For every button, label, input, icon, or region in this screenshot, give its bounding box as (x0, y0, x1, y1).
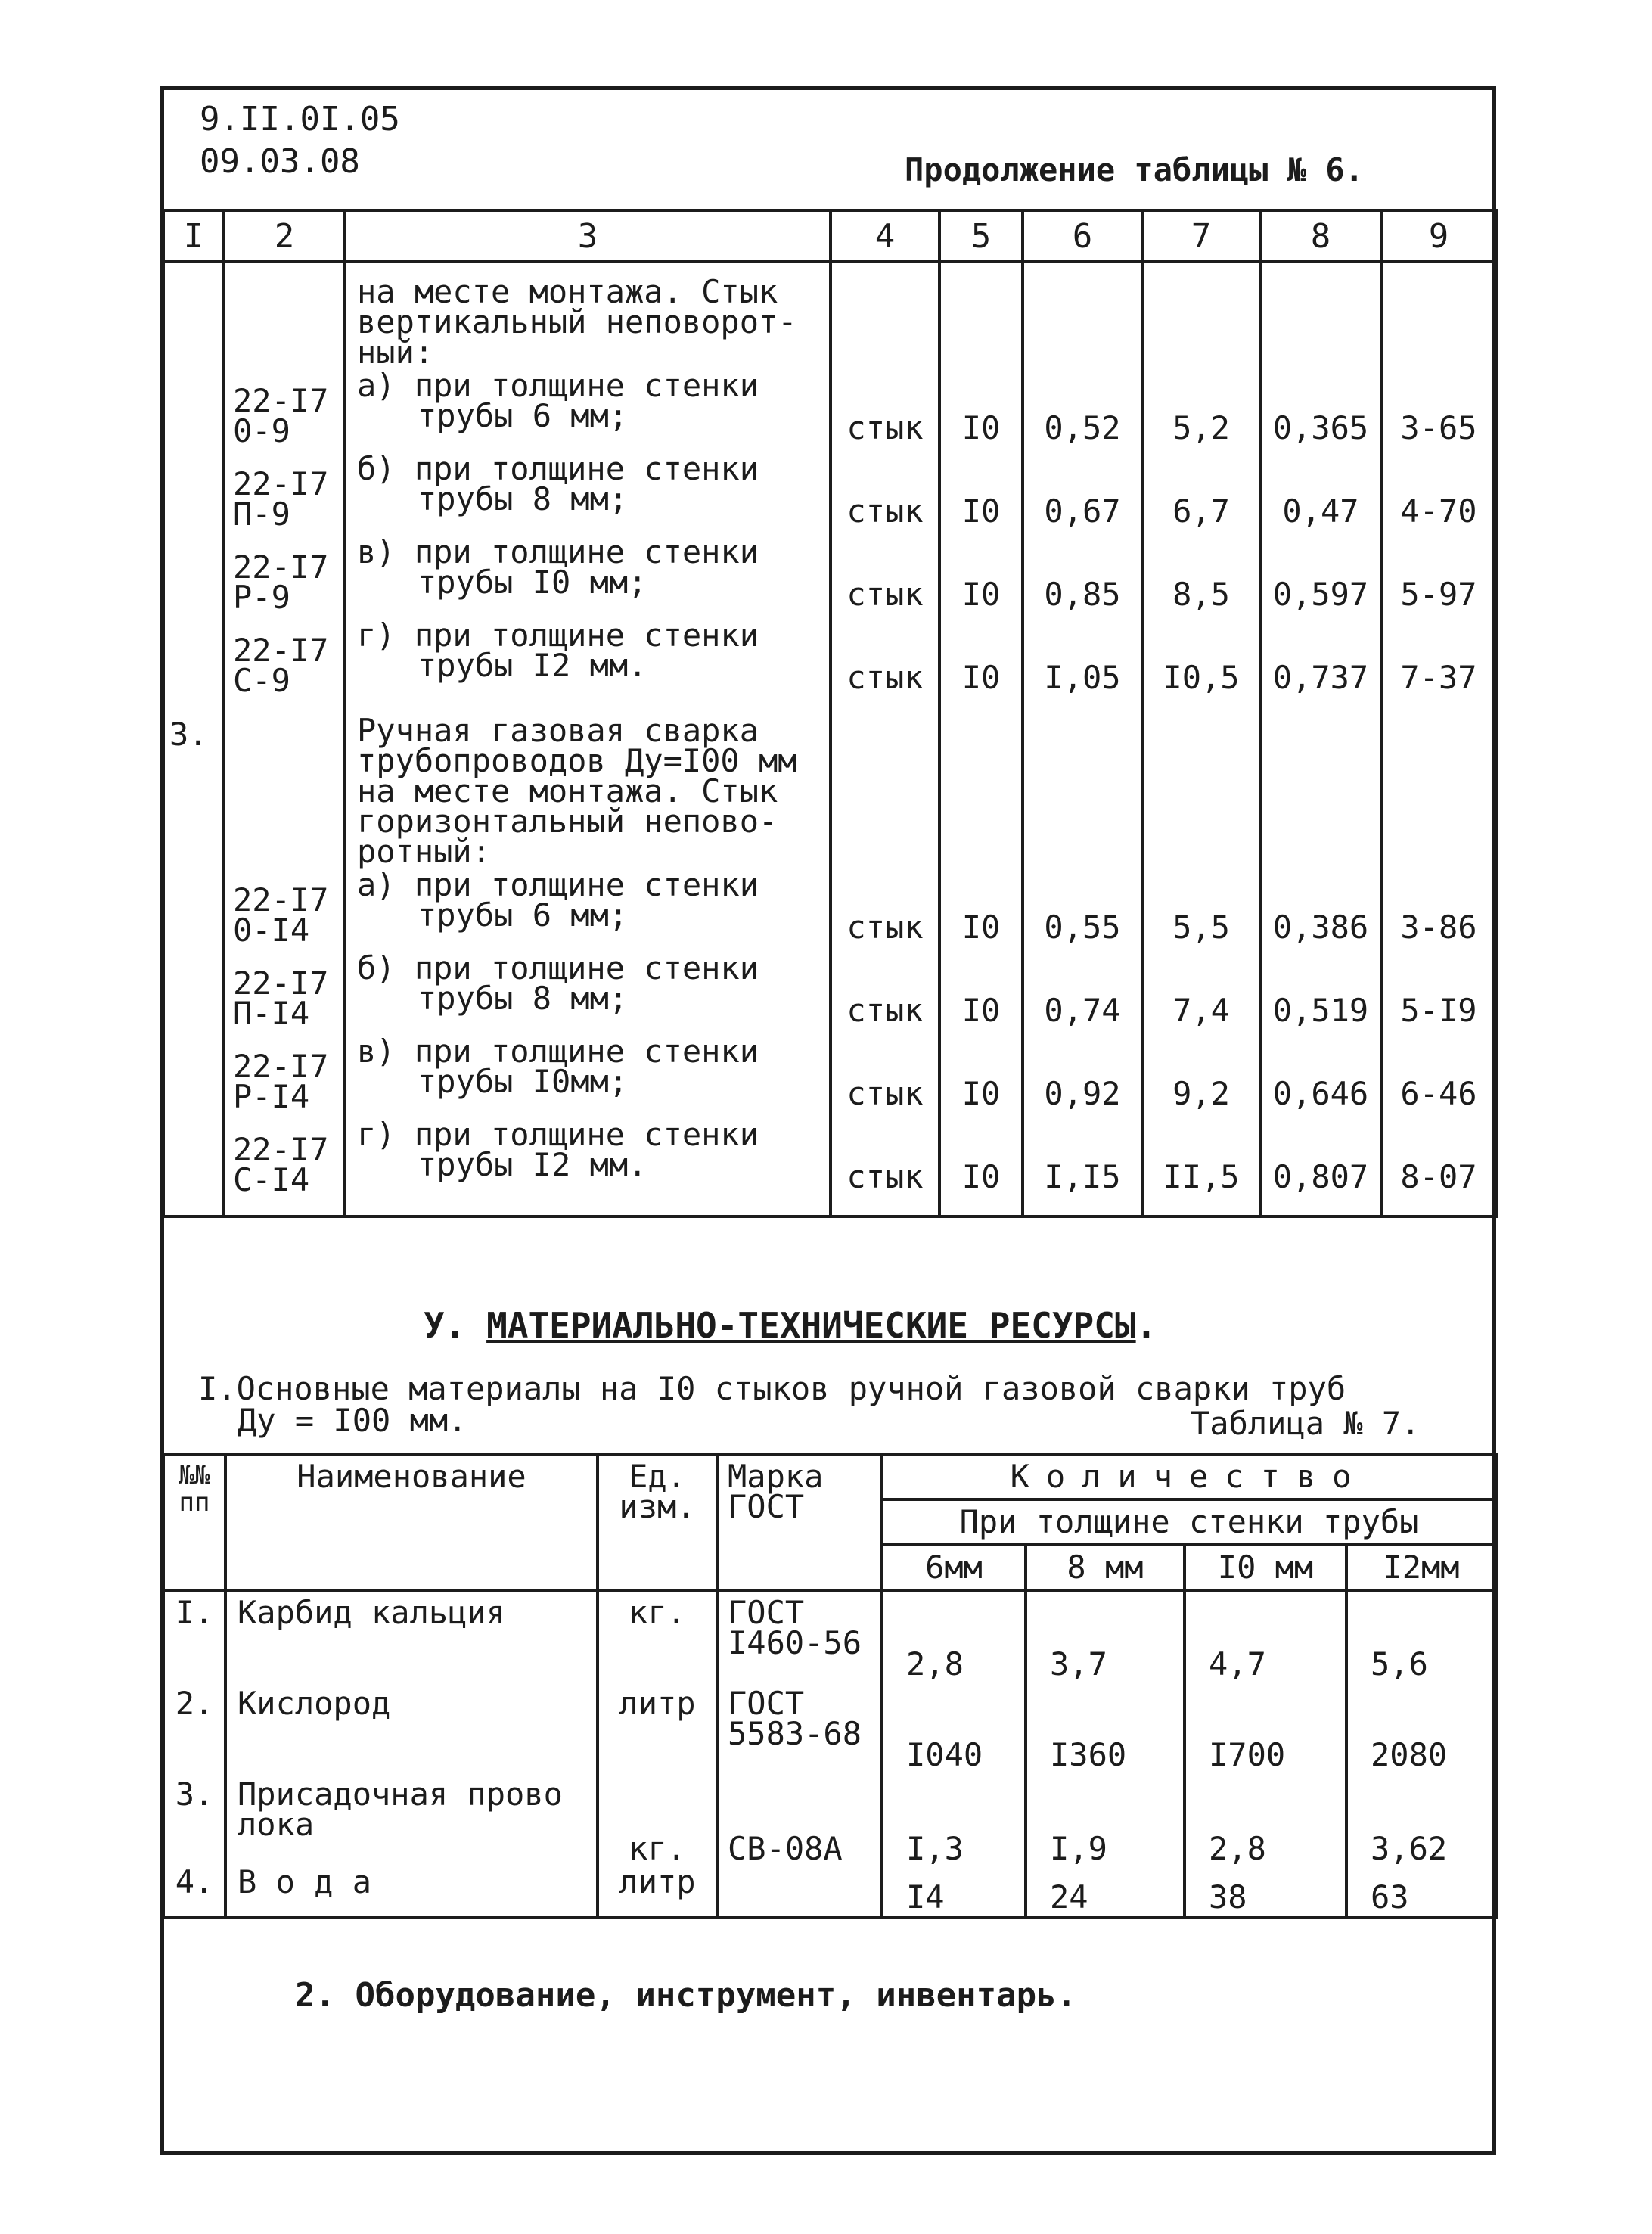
header-name: Наименование (225, 1454, 598, 1590)
header-8mm: 8 мм (1026, 1545, 1185, 1590)
intro-text: на месте монтажа. Стык вертикальный неповорот- ный: (345, 262, 831, 368)
table-row: I. Карбид кальция кг. ГОСТ I460-56 2,8 3,7 4,7 5,6 (163, 1590, 1496, 1682)
document-codes (200, 98, 400, 183)
document-code-1: 9.II.0I.05 (200, 100, 400, 138)
table-row: 3. Присадочная прово лока кг. СВ-08А I,3 I,9 2,8 3,62 (163, 1773, 1496, 1867)
section-3-row (163, 701, 1496, 867)
col-header-2: 2 (224, 210, 345, 262)
table-7-materials (162, 1453, 1498, 1919)
col-header-4: 4 (831, 210, 939, 262)
table-row: 22-I7 0-9 а) при толщине стенки трубы 6 мм; стык I0 0,52 5,2 0,365 3-65 (163, 368, 1496, 451)
table-row: 22-I7 0-I4 а) при толщине стенки трубы 6 мм; стык I0 0,55 5,5 0,386 3-86 (163, 867, 1496, 950)
header-unit: Ед. изм. (598, 1454, 717, 1590)
document-code-2: 09.03.08 (200, 142, 360, 181)
col-header-1: I (163, 210, 224, 262)
table-row: 2. Кислород литр ГОСТ 5583-68 I040 I360 I700 2080 (163, 1682, 1496, 1773)
col-header-9: 9 (1381, 210, 1496, 262)
table-6-header-row (163, 210, 1496, 262)
table-row: 22-I7 С-9 г) при толщине стенки трубы I2 мм. стык I0 I,05 I0,5 0,737 7-37 (163, 617, 1496, 701)
col-header-3: 3 (345, 210, 831, 262)
table-row: 22-I7 С-I4 г) при толщине стенки трубы I2 мм. стык I0 I,I5 II,5 0,807 8-07 (163, 1117, 1496, 1200)
table-row: 22-I7 П-9 б) при толщине стенки трубы 8 мм; стык I0 0,67 6,7 0,47 4-70 (163, 451, 1496, 534)
table-row: 22-I7 Р-9 в) при толщине стенки трубы I0 мм; стык I0 0,85 8,5 0,597 5-97 (163, 534, 1496, 617)
section-heading: У. МАТЕРИАЛЬНО-ТЕХНИЧЕСКИЕ РЕСУРСЫ. (424, 1305, 1157, 1346)
col-header-5: 5 (939, 210, 1023, 262)
col-header-7: 7 (1142, 210, 1260, 262)
table-row: 22-I7 П-I4 б) при толщине стенки трубы 8 мм; стык I0 0,74 7,4 0,519 5-I9 (163, 950, 1496, 1033)
header-6mm: 6мм (882, 1545, 1026, 1590)
continuation-title: Продолжение таблицы № 6. (905, 151, 1364, 188)
col-header-6: 6 (1023, 210, 1142, 262)
header-12mm: I2мм (1346, 1545, 1496, 1590)
header-thickness: При толщине стенки трубы (882, 1499, 1496, 1545)
equipment-heading: 2. Оборудование, инструмент, инвентарь. (295, 1976, 1077, 2015)
materials-paragraph: I.Основные материалы на I0 стыков ручной газовой сварки труб Ду = I00 мм. (198, 1370, 1346, 1439)
header-gost: Марка ГОСТ (717, 1454, 882, 1590)
table-7-label: Таблица № 7. (1191, 1405, 1421, 1442)
table-7-header-row-1 (163, 1454, 1496, 1499)
header-number: №№ пп (163, 1454, 225, 1590)
section-heading-title: МАТЕРИАЛЬНО-ТЕХНИЧЕСКИЕ РЕСУРСЫ (486, 1305, 1136, 1346)
col-header-8: 8 (1260, 210, 1381, 262)
table-6-bottom-row (163, 1200, 1496, 1216)
header-quantity: Количество (882, 1454, 1496, 1499)
section-3-index: 3. (163, 701, 224, 867)
section-3-title: Ручная газовая сварка трубопроводов Ду=I00 мм на месте монтажа. Стык горизонтальный непово- ротный: (345, 701, 831, 867)
table-7-body (163, 1590, 1496, 1917)
table-row: 4. В о д а литр I4 24 38 63 (163, 1867, 1496, 1917)
table-6-continuation (162, 209, 1498, 1218)
table-6-body (163, 262, 1496, 1216)
table-row: 22-I7 Р-I4 в) при толщине стенки трубы I0мм; стык I0 0,92 9,2 0,646 6-46 (163, 1033, 1496, 1117)
table-6-intro-row (163, 262, 1496, 368)
header-10mm: I0 мм (1185, 1545, 1346, 1590)
